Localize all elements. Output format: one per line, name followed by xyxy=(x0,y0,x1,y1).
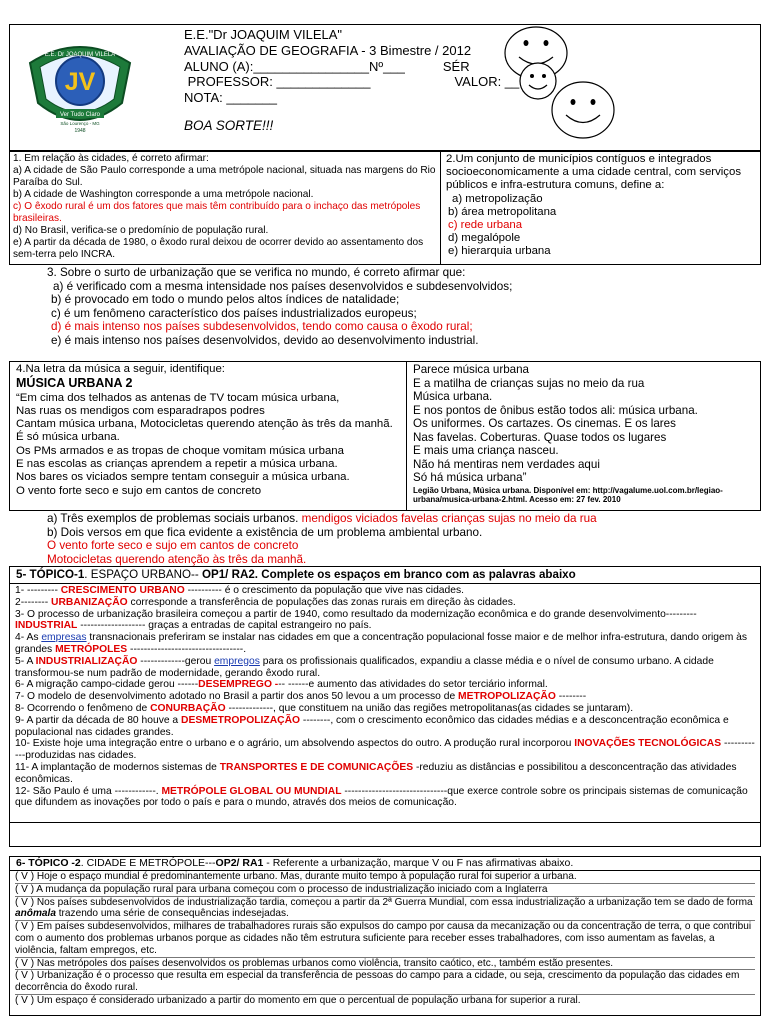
lyric-line: “Em cima dos telhados as antenas de TV tocam música urbana, xyxy=(16,391,340,404)
q3-option-e[interactable]: e) é mais intenso nos países desenvolvidos, devido ao desenvolvimento industrial. xyxy=(51,333,479,347)
song-source-citation: Legião Urbana, Música urbana. Disponível em: http://vagalume.uol.com.br/legiao-urbana/musica-urbana-2.html. Acesso em: 27 fev. 2010 xyxy=(413,485,723,504)
logo-motto: Ver Tudo Claro xyxy=(59,112,101,118)
section-6-city-metropolis xyxy=(9,856,761,1016)
fill-in-answer[interactable]: INDUSTRIALIZAÇÃO xyxy=(35,655,138,667)
lyric-line: Não há mentiras nem verdades aqui xyxy=(413,457,600,471)
term-link[interactable]: empregos xyxy=(214,655,260,667)
lyric-line: E nos pontos de ônibus estão todos ali: música urbana. xyxy=(413,403,698,417)
fill-in-text: 2-------- xyxy=(15,596,52,608)
section-6-title xyxy=(10,857,760,871)
lyric-line: Nos bares os viciados sempre tentam conseguir a música urbana. xyxy=(16,471,350,484)
fill-in-text: 6- A migração campo-cidade gerou ------ xyxy=(15,679,199,691)
s5-title-topic: 5- TÓPICO-1 xyxy=(16,568,85,581)
teacher-field[interactable]: PROFESSOR: _____________ xyxy=(187,74,371,90)
fill-in-answer[interactable]: METROPOLIZAÇÃO xyxy=(458,691,556,703)
fill-in-answer[interactable]: METRÓPOLE GLOBAL OU MUNDIAL xyxy=(161,785,342,797)
exam-title: AVALIAÇÃO DE GEOGRAFIA - 3 Bimestre / 2012 xyxy=(184,42,472,58)
fill-in-item xyxy=(15,609,755,633)
q4-answer-b2[interactable]: Motocicletas querendo atenção às três da manhã. xyxy=(47,552,307,566)
fill-in-item xyxy=(15,703,755,715)
tf-statement-3[interactable] xyxy=(15,897,755,922)
question-4-items xyxy=(47,512,752,566)
logo-city: São Lourenço - MG xyxy=(60,121,100,126)
lyric-line: Os uniformes. Os cartazes. Os cinemas. E os lares xyxy=(413,417,676,430)
student-row xyxy=(184,59,519,75)
fill-in-answer[interactable]: CRESCIMENTO URBANO xyxy=(60,585,185,596)
q1-option-c-answer[interactable]: c) O êxodo rural é um dos fatores que mais têm contribuído para o inchaço das metrópoles brasileiras. xyxy=(13,201,421,224)
s6-title-code: OP2/ RA1 xyxy=(215,857,264,869)
q2-option-b[interactable]: b) área metropolitana xyxy=(448,205,557,218)
section-5-title xyxy=(10,567,760,584)
lyric-line: E mais uma criança nasceu. xyxy=(413,444,559,457)
fill-in-text: para os profissionais qualificados, expandiu a classe média e o nível de consumo urbano. A cidade transformou-se num padrão de modernidade, gerando êxodo rural. xyxy=(15,655,714,679)
fill-in-item xyxy=(15,715,755,739)
fill-in-text: ------------------------------que exerce controle sobre os principais sistemas de comunicação que difundem as inovações por todo o país e para o mundo, através dos meios de comunicação. xyxy=(15,785,748,809)
lyric-line: Música urbana. xyxy=(413,390,493,403)
fill-in-item xyxy=(15,738,755,762)
fill-in-text: -------- xyxy=(555,691,587,703)
fill-in-text: 5- A xyxy=(15,655,36,667)
fill-in-item xyxy=(15,632,755,656)
lyric-line: Os PMs armados e as tropas de choque vomitam música urbana xyxy=(16,444,344,457)
fill-in-item xyxy=(15,786,755,810)
fill-in-text: 10- Existe hoje uma integração entre o urbano e o agrário, um absolvendo aspectos do outro. A produção rural incorporou xyxy=(15,738,575,750)
student-field[interactable]: ALUNO (A):________________Nº___ xyxy=(184,58,405,74)
fill-in-answer[interactable]: DESMETROPOLIZAÇÃO xyxy=(181,714,301,726)
fill-in-text: 7- O modelo de desenvolvimento adotado no Brasil a partir dos anos 50 levou a um processo de xyxy=(15,691,459,703)
fill-in-text: 11- A implantação de modernos sistemas de xyxy=(15,761,220,773)
s6-title-subject: . CIDADE E METRÓPOLE--- xyxy=(80,857,216,869)
q1-option-e[interactable]: e) A partir da década de 1980, o êxodo rural deixou de ocorrer devido ao assentamento dos sem-terra pelo INCRA. xyxy=(13,237,424,260)
fill-in-text: 9- A partir da década de 80 houve a xyxy=(15,714,182,726)
tf-statement-1[interactable]: ( V ) Hoje o espaço mundial é predominantemente urbano. Mas, durante muito tempo à população rural foi superior a urbana. xyxy=(15,871,755,884)
q1-option-d[interactable]: d) No Brasil, verifica-se o predomínio de população rural. xyxy=(13,225,269,236)
lyric-line: Nas ruas os mendigos com esparadrapos podres xyxy=(16,404,265,417)
q3-option-d-answer[interactable]: d) é mais intenso nos países subdesenvolvidos, tendo como causa o êxodo rural; xyxy=(51,320,473,334)
fill-in-text: ---------- é o crescimento da população que vive nas cidades. xyxy=(184,585,464,596)
q1-option-a[interactable]: a) A cidade de São Paulo corresponde a uma metrópole nacional, situada nas margens do Rio Paraíba do Sul. xyxy=(13,165,436,188)
term-link[interactable]: empresas xyxy=(41,632,87,644)
q3-option-c[interactable]: c) é um fenômeno característico dos países industrializados europeus; xyxy=(51,306,417,320)
q2-option-a[interactable]: a) metropolização xyxy=(452,192,543,205)
s5-title-subject: . ESPAÇO URBANO-- xyxy=(84,568,202,581)
q4-item-b-text: b) Dois versos em que fica evidente a existência de um problema ambiental urbano. xyxy=(47,525,483,539)
section-6-items xyxy=(10,871,760,1007)
q2-option-c-answer[interactable]: c) rede urbana xyxy=(448,219,523,232)
fill-in-text: --------, com o crescimento econômico das cidades médias e a desconcentração econômica e populacional nas cidades grandes. xyxy=(15,714,729,738)
value-field: VALOR: __ xyxy=(454,74,520,90)
question-4-box xyxy=(9,361,761,511)
fill-in-text: -reduziu as distâncias e possibilitou a desconcentração das atividades econômicas. xyxy=(15,761,737,785)
q4-answer-b1[interactable]: O vento forte seco e sujo em cantos de concreto xyxy=(47,539,299,553)
fill-in-text: ---------------------------------. xyxy=(127,643,247,655)
teacher-row xyxy=(184,74,519,90)
question-1 xyxy=(10,152,441,264)
fill-in-text: transnacionais preferiram se instalar nas cidades em que a concentração populacional fosse maior e de melhor infra-estrutura, dando origem às grandes xyxy=(15,632,748,655)
question-2 xyxy=(442,152,760,264)
section-5-empty-row xyxy=(9,822,761,847)
fill-in-item xyxy=(15,656,755,680)
q1-prompt: 1. Em relação às cidades, é correto afirmar: xyxy=(13,153,209,164)
fill-in-text: 3- O processo de urbanização brasileira começou a partir de 1940, como resultado da modernização econômica e do grande desenvolvimento--------- xyxy=(15,608,697,620)
fill-in-text: 12- São Paulo é uma ------------. xyxy=(15,785,162,797)
fill-in-text: -------------, que constituem na união das regiões metropolitanas(as cidades se juntaram). xyxy=(225,702,634,714)
tf-statement-4[interactable]: ( V ) Em países subdesenvolvidos, milhares de trabalhadores rurais são expulsos do campo por causa da mecanização ou da concentração de terra, o que contribui com o aumento dos problemas urbanos porque as cidades não têm estrutura suficiente para receber esses trabalhadores, com isso aumentam as favelas, a violência, faltam empregos, etc. xyxy=(15,921,755,957)
fill-in-answer[interactable]: METRÓPOLES xyxy=(55,643,128,655)
fill-in-text: corresponde a transferência de populações das zonas rurais em direção às cidades. xyxy=(127,596,516,608)
lyric-line: O vento forte seco e sujo em cantos de concreto xyxy=(16,484,262,497)
lyric-line: E a matilha de crianças sujas no meio da rua xyxy=(413,376,645,390)
fill-in-text: -- ------e aumento das atividades do setor terciário informal. xyxy=(278,679,548,691)
fill-in-item xyxy=(15,762,755,786)
grade-field[interactable]: NOTA: _______ xyxy=(184,90,277,106)
tf-statement-7[interactable]: ( V ) Um espaço é considerado urbanizado a partir do momento em que o percentual de população urbana for superior a rural. xyxy=(15,994,581,1006)
questions-1-2-box xyxy=(9,151,761,265)
tf-statement-2[interactable]: ( V ) A mudança da população rural para urbana começou com o processo de industrialização iniciado com a Inglaterra xyxy=(15,884,755,897)
school-name: E.E."Dr JOAQUIM VILELA" xyxy=(184,27,343,42)
tf-statement-5[interactable]: ( V ) Nas metrópoles dos países desenvolvidos os problemas urbanos como violência, transito caótico, etc., também estão presentes. xyxy=(15,958,755,971)
q4-lyrics-right xyxy=(408,362,760,510)
fill-in-answer[interactable]: INOVAÇÕES TECNOLÓGICAS xyxy=(574,738,722,750)
s5-title-instruction: OP1/ RA2. Complete os espaços em branco com as palavras abaixo xyxy=(201,568,576,581)
school-crest-logo xyxy=(20,29,140,139)
q4-lyrics-left xyxy=(10,362,407,510)
section-5-items xyxy=(10,584,760,810)
q2-prompt: 2.Um conjunto de municípios contíguos e integrados socioeconomicamente a uma cidade central, com serviços públicos e infra-estrutura comuns, define a: xyxy=(446,153,742,192)
tf-statement-6[interactable]: ( V ) Urbanização é o processo que resulta em especial da transferência de pessoas do campo para a cidade, ou seja, crescimento da população das cidades em decorrência do êxodo rural. xyxy=(15,970,755,995)
lyric-line: Só há música urbana” xyxy=(413,471,527,484)
fill-in-item xyxy=(15,585,755,597)
fill-in-answer[interactable]: INDUSTRIAL xyxy=(15,620,78,632)
fill-in-answer[interactable]: CONURBAÇÃO xyxy=(150,702,226,714)
fill-in-text: 4- As xyxy=(15,632,42,644)
q4-item-a-text: a) Três exemplos de problemas sociais urbanos. xyxy=(47,512,299,525)
fill-in-text: -------------gerou xyxy=(137,655,215,667)
lyric-line: Parece música urbana xyxy=(413,363,529,376)
fill-in-text: ------------------- graças a entradas de capital estrangeiro no país. xyxy=(77,620,372,632)
fill-in-answer[interactable]: URBANIZAÇÃO xyxy=(51,596,128,608)
exam-header xyxy=(9,24,761,151)
fill-in-item xyxy=(15,597,755,609)
header-fields xyxy=(184,27,519,134)
lyric-line: Nas favelas. Coberturas. Quase todos os lugares xyxy=(413,430,667,444)
q3-prompt: 3. Sobre o surto de urbanização que se verifica no mundo, é correto afirmar que: xyxy=(47,266,466,279)
fill-in-item xyxy=(15,691,755,703)
good-luck-text: BOA SORTE!!! xyxy=(184,117,274,133)
lyric-line: Cantam música urbana, Motocicletas querendo atenção às três da manhã. É só música urbana. xyxy=(16,418,393,444)
fill-in-answer[interactable]: TRANSPORTES E DE COMUNICAÇÕES xyxy=(219,761,414,773)
fill-in-text: ------------produzidas nas cidades. xyxy=(15,738,755,762)
smiley-face-icon-2 xyxy=(550,80,616,140)
tf-statement-3-emphasis: anômala xyxy=(15,908,56,920)
logo-letters: JV xyxy=(64,68,96,96)
q2-option-e[interactable]: e) hierarquia urbana xyxy=(448,245,551,258)
logo-top-text: E.E. Dr JOAQUIM VILELA xyxy=(44,52,116,58)
tf-statement-3-rest: trazendo uma série de consequências indesejadas. xyxy=(55,908,289,920)
q3-option-b[interactable]: b) é provocado em todo o mundo pelos altos índices de natalidade; xyxy=(51,293,400,307)
section-5-urban-space xyxy=(9,566,761,823)
lyric-line: E nas escolas as crianças aprendem a repetir a música urbana. xyxy=(16,458,338,471)
fill-in-answer[interactable]: DESEMPREGO - xyxy=(198,679,279,691)
q4-item-a xyxy=(47,512,752,526)
q2-option-d[interactable]: d) megalópole xyxy=(448,232,521,245)
q3-option-a[interactable]: a) é verificado com a mesma intensidade nos países desenvolvidos e subdesenvolvidos; xyxy=(53,279,513,293)
s6-title-topic: 6- TÓPICO -2 xyxy=(16,857,81,869)
q4-prompt: 4.Na letra da música a seguir, identifique: xyxy=(16,363,225,375)
question-3 xyxy=(47,266,752,348)
q1-option-b[interactable]: b) A cidade de Washington corresponde a uma metrópole nacional. xyxy=(13,189,314,200)
fill-in-text: 8- Ocorrendo o fenômeno de xyxy=(15,702,151,714)
fill-in-text: 1- --------- xyxy=(15,585,61,596)
song-title: MÚSICA URBANA 2 xyxy=(16,376,133,391)
q4-answer-a[interactable]: mendigos viciados favelas crianças sujas no meio da rua xyxy=(301,512,597,525)
s6-title-instruction: - Referente a urbanização, marque V ou F nas afirmativas abaixo. xyxy=(263,857,574,869)
fill-in-item xyxy=(15,679,755,691)
series-field: SÉR xyxy=(442,58,470,74)
logo-year: 1948 xyxy=(74,128,86,134)
tf-statement-3-text: ( V ) Nos países subdesenvolvidos de industrialização tardia, começou a partir da 2ª Guerra Mundial, com essa industrialização a urbanização tem se dado de forma xyxy=(15,896,753,908)
